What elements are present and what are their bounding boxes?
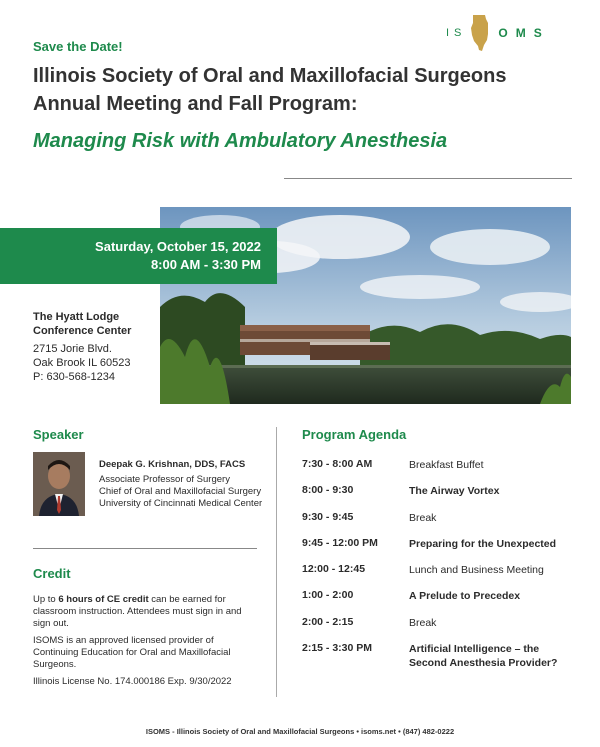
logo-text-left: IS — [446, 27, 467, 39]
agenda-time: 8:00 - 9:30 — [302, 484, 354, 497]
agenda-event: Break — [409, 616, 437, 629]
agenda-item — [302, 458, 572, 484]
agenda-time: 2:00 - 2:15 — [302, 615, 354, 628]
credit-heading: Credit — [33, 566, 71, 581]
agenda-time: 7:30 - 8:00 AM — [302, 458, 373, 470]
speaker-title-line: Chief of Oral and Maxillofacial Surgery — [99, 486, 262, 497]
venue-info — [33, 310, 158, 384]
agenda-event: Breakfast Buffet — [409, 459, 484, 471]
isoms-logo — [446, 14, 550, 52]
agenda-heading: Program Agenda — [302, 427, 407, 442]
agenda-event: Lunch and Business Meeting — [409, 564, 544, 577]
agenda-item — [302, 563, 572, 589]
credit-paragraph-provider: ISOMS is an approved licensed provider of Continuing Education for Oral and Maxillofacial Surgeons. — [33, 635, 231, 670]
column-divider — [276, 427, 277, 697]
credit-paragraph-hours: Up to 6 hours of CE credit can be earned for classroom instruction. Attendees must sign in and sign out. — [33, 594, 242, 629]
credit-hours: 6 hours of CE credit — [58, 594, 149, 605]
speaker-name: Deepak G. Krishnan, DDS, FACS — [99, 459, 246, 470]
event-date: Saturday, October 15, 2022 — [95, 239, 261, 254]
agenda-time: 1:00 - 2:00 — [302, 589, 354, 602]
speaker-avatar — [33, 452, 85, 516]
agenda-time: 12:00 - 12:45 — [302, 563, 366, 576]
agenda-event: Break — [409, 511, 437, 524]
agenda-time: 9:45 - 12:00 PM — [302, 536, 378, 549]
footer-contact: ISOMS - Illinois Society of Oral and Maxillofacial Surgeons • isoms.net • (847) 482-0222 — [145, 727, 455, 736]
logo-text-right: OMS — [498, 26, 550, 40]
venue-address1: 2715 Jorie Blvd. — [33, 343, 112, 355]
agenda-event: Artificial Intelligence – the Second Anesthesia Provider? — [409, 643, 558, 670]
venue-name-line2: Conference Center — [33, 325, 132, 337]
agenda-item — [302, 537, 572, 563]
speaker-details — [99, 459, 269, 510]
agenda-event: A Prelude to Precedex — [409, 590, 521, 603]
agenda-item — [302, 616, 572, 642]
speaker-divider — [33, 548, 257, 549]
illinois-state-icon — [470, 14, 490, 52]
event-time: 8:00 AM - 3:30 PM — [150, 257, 261, 272]
venue-name-line1: The Hyatt Lodge — [33, 311, 120, 323]
event-date-banner — [0, 228, 277, 284]
save-the-date-label: Save the Date! — [33, 39, 123, 54]
speaker-title-line: University of Cincinnati Medical Center — [99, 498, 263, 509]
venue-phone: P: 630-568-1234 — [33, 371, 115, 383]
agenda-item — [302, 589, 572, 615]
credit-paragraph-license: Illinois License No. 174.000186 Exp. 9/30/2022 — [33, 676, 232, 687]
speaker-heading: Speaker — [33, 427, 84, 442]
page-title: Illinois Society of Oral and Maxillofacial Surgeons Annual Meeting and Fall Program: — [33, 65, 507, 115]
credit-details — [33, 594, 261, 693]
page-subtitle: Managing Risk with Ambulatory Anesthesia — [33, 130, 448, 152]
agenda-item — [302, 484, 572, 510]
agenda-time: 2:15 - 3:30 PM — [302, 642, 373, 655]
speaker-title-line: Associate Professor of Surgery — [99, 474, 230, 485]
venue-address2: Oak Brook IL 60523 — [33, 357, 131, 369]
agenda-item — [302, 511, 572, 537]
agenda-item — [302, 642, 572, 676]
agenda-time: 9:30 - 9:45 — [302, 510, 354, 523]
header-divider — [284, 178, 572, 179]
agenda-list — [302, 458, 572, 676]
agenda-event: The Airway Vortex — [409, 485, 500, 498]
agenda-event: Preparing for the Unexpected — [409, 537, 557, 550]
